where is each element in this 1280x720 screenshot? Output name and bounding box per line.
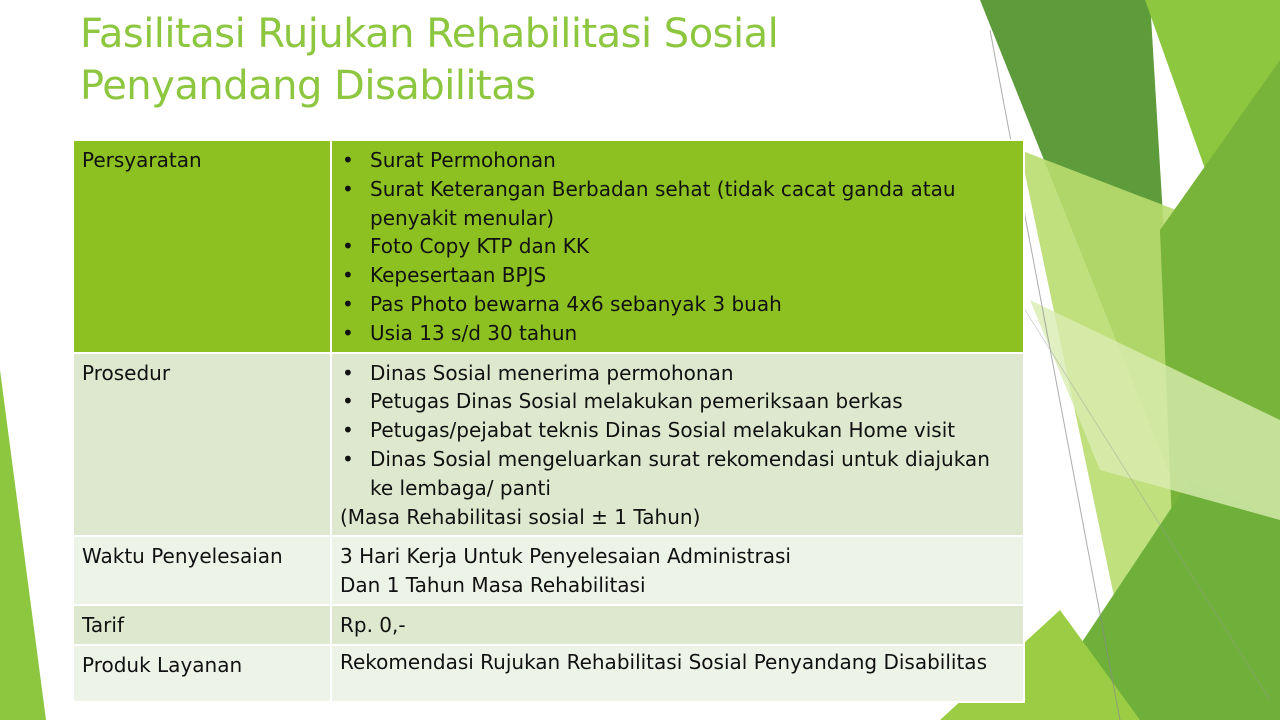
page-title-line-1: Fasilitasi Rujukan Rehabilitasi Sosial	[80, 11, 779, 57]
waktu-line-2: Dan 1 Tahun Masa Rehabilitasi	[340, 573, 646, 598]
page-title-line-2: Penyandang Disabilitas	[80, 63, 536, 109]
left-triangle-shape	[0, 370, 46, 720]
list-item: • Usia 13 s/d 30 tahun	[340, 319, 1015, 348]
list-item: • Pas Photo bewarna 4x6 sebanyak 3 buah	[340, 290, 1015, 319]
list-item: • Kepesertaan BPJS	[340, 261, 1015, 290]
list-item: • Foto Copy KTP dan KK	[340, 232, 1015, 261]
prosedur-note: (Masa Rehabilitasi sosial ± 1 Tahun)	[340, 504, 701, 529]
list-item: • Dinas Sosial mengeluarkan surat rekomendasi untuk diajukan ke lembaga/ panti	[340, 445, 1015, 503]
list-item: • Dinas Sosial menerima permohonan	[340, 359, 1015, 388]
waktu-line-1: 3 Hari Kerja Untuk Penyelesaian Administrasi	[340, 544, 791, 569]
table-row-persyaratan	[73, 140, 1024, 353]
row-label-prosedur: Prosedur	[73, 353, 331, 537]
table-row-waktu	[73, 536, 1024, 605]
table-row-tarif	[73, 605, 1024, 645]
list-item: • Surat Keterangan Berbadan sehat (tidak cacat ganda atau penyakit menular)	[340, 175, 1015, 233]
row-label-produk: Produk Layanan	[73, 645, 331, 702]
list-item: • Petugas/pejabat teknis Dinas Sosial melakukan Home visit	[340, 416, 1015, 445]
row-value-produk: Rekomendasi Rujukan Rehabilitasi Sosial Penyandang Disabilitas	[331, 645, 1024, 702]
table-row-produk	[73, 645, 1024, 702]
row-value-prosedur	[331, 353, 1024, 537]
row-label-waktu: Waktu Penyelesaian	[73, 536, 331, 605]
persyaratan-list	[340, 146, 1015, 348]
row-value-waktu	[331, 536, 1024, 605]
row-value-tarif: Rp. 0,-	[331, 605, 1024, 645]
row-label-tarif: Tarif	[73, 605, 331, 645]
row-value-persyaratan	[331, 140, 1024, 353]
row-label-persyaratan: Persyaratan	[73, 140, 331, 353]
list-item: • Petugas Dinas Sosial melakukan pemeriksaan berkas	[340, 387, 1015, 416]
page-title	[80, 8, 960, 112]
service-info-table	[72, 139, 1025, 703]
table-row-prosedur	[73, 353, 1024, 537]
prosedur-list	[340, 359, 1015, 503]
list-item: • Surat Permohonan	[340, 146, 1015, 175]
